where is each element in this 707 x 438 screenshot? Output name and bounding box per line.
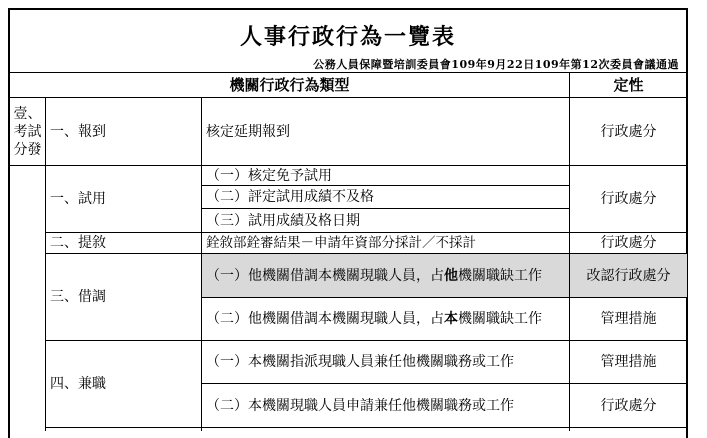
row4-item1-bold: 他 [444, 268, 458, 284]
row4-item2 [202, 298, 569, 340]
row5-item2 [202, 384, 569, 427]
row4-item2-pre: （二）他機關借調本機關現職人員，占 [206, 311, 444, 327]
row4-item2-bold: 本 [444, 311, 458, 327]
row5-nature2: 行政處分 [600, 397, 657, 414]
section-label-line3: 分發 [13, 141, 42, 158]
row5-nature1: 管理措施 [600, 354, 657, 370]
row4-item1-text [206, 266, 562, 286]
row4-item2-post: 機關職缺工作 [458, 311, 542, 327]
row1-item: 核定延期報到 [206, 123, 290, 140]
row3-nature: 行政處分 [600, 235, 657, 251]
row1-category: 一、報到 [50, 123, 106, 140]
row4-item1 [202, 254, 569, 297]
row4-item1-pre: （一）他機關借調本機關現職人員，占 [206, 268, 444, 284]
document-title: 人事行政行為一覽表 [239, 24, 456, 50]
row4-item1-post: 機關職缺工作 [458, 268, 542, 284]
section-label [10, 98, 45, 165]
rule-under-parttime [46, 427, 687, 428]
col-rule-section [45, 97, 46, 431]
row4-item2-text [206, 309, 562, 329]
row3-item: 銓敘部銓審結果－申請年資部分採計／不採計 [206, 235, 476, 251]
row5-item1-text: （一）本機關指派現職人員兼任他機關職務或工作 [206, 354, 514, 370]
section-label-line2: 考試 [13, 123, 42, 140]
section-label-line1: 壹、 [13, 105, 42, 122]
row2-item1: （一）核定免予試用 [206, 167, 332, 184]
document-subtitle: 公務人員保障暨培訓委員會109年9月22日109年第12次委員會議通過 [313, 58, 679, 71]
row4-nature1: 改認行政處分 [570, 254, 687, 297]
row2-item2: （二）評定試用成績不及格 [206, 189, 374, 205]
header-nature: 定性 [613, 76, 644, 94]
header-type: 機關行政行為類型 [229, 76, 350, 94]
row4-nature2: 管理措施 [600, 311, 657, 327]
row5-item2-text: （二）本機關現職人員申請兼任他機關職務或工作 [206, 397, 514, 414]
row4-category: 三、借調 [50, 289, 106, 305]
row2-nature: 行政處分 [600, 191, 657, 207]
row3-category: 二、提敘 [50, 235, 106, 251]
row2-item3: （三）試用成績及格日期 [206, 212, 360, 229]
row2-category: 一、試用 [50, 191, 106, 207]
row1-nature: 行政處分 [600, 123, 657, 140]
row5-category: 四、兼職 [50, 376, 106, 392]
row5-item1 [202, 341, 569, 383]
